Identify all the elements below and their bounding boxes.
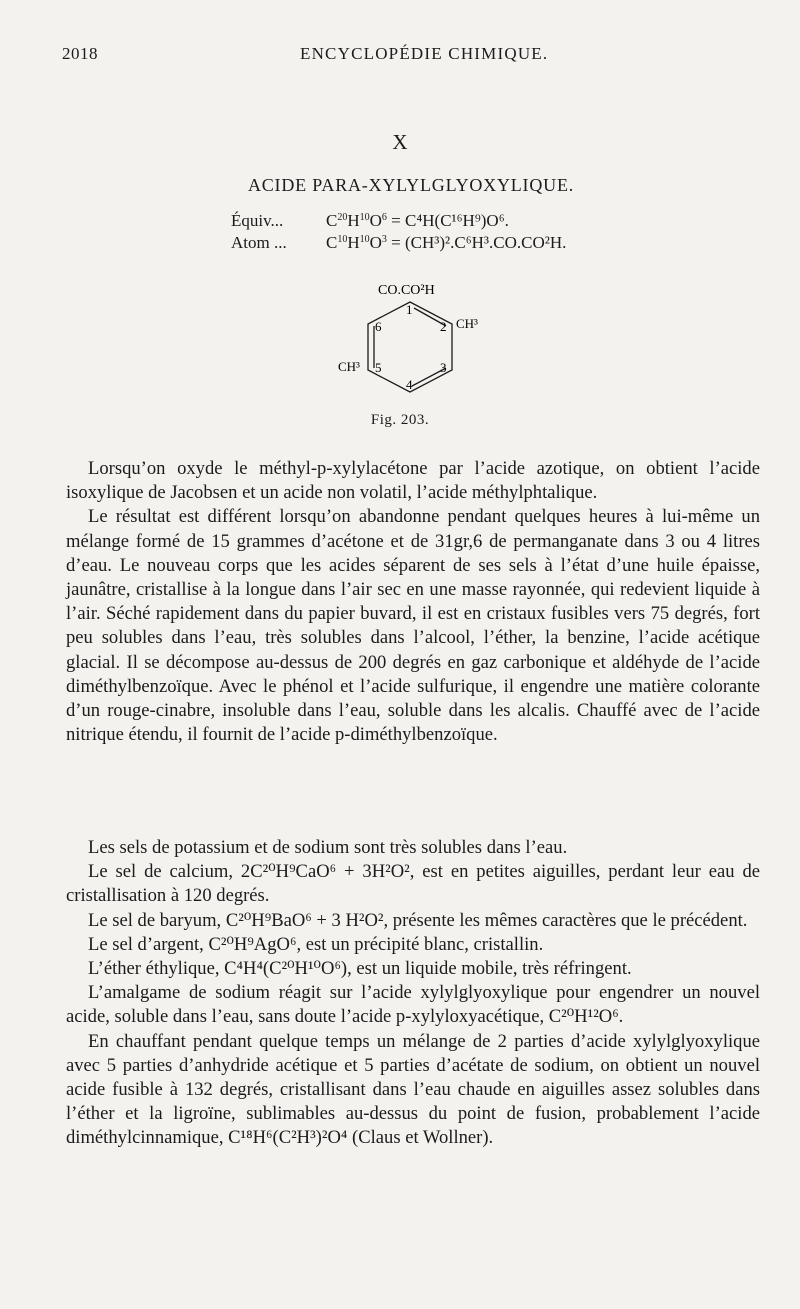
ring-number: 5 xyxy=(375,360,382,375)
paragraph-barium-salt: Le sel de baryum, C²⁰H⁹BaO⁶ + 3 H²O², présente les mêmes caractères que le précédent. xyxy=(88,909,748,931)
ring-number: 1 xyxy=(406,302,413,317)
paragraph-preparation: Le résultat est différent lorsqu’on abandonne pendant quelques heures à lui-même un mélange formé de 15 grammes d’acétone et de 31gr,6 de permanganate dans 3 ou 4 litres d’eau. Le nouveau corps que les acides séparent de ses sels à l’état d’une huile épaisse, jaunâtre, cristallise à la longue dans l’air sec en une masse rayonnée, qui redevient liquide à l’air. Séché rapidement dans du papier buvard, il est en cristaux fusibles vers 75 degrés, fort peu solubles dans l’eau, très solubles dans l’alcool, l’éther, la benzine, l’acide acétique glacial. Il se décompose au-dessus de 200 degrés en gaz carbonique et aldéhyde de l’acide diméthylbenzoïque. Avec le phénol et l’acide sulfurique, il engendre une matière colorante d’un rouge-cinabre, insoluble dans l’eau, soluble dans les alcalis. Chauffé avec de l’acide nitrique étendu, il fournit de l’acide p-diméthylbenzoïque. xyxy=(66,506,760,746)
page-number: 2018 xyxy=(62,44,98,63)
figure-caption: Fig. 203. xyxy=(370,412,430,428)
equiv-formula: $C^{20}H^{10}O^6 = C^4H(C^{16}H^9)O^6$. xyxy=(326,211,509,230)
paragraph-sodium-amalgam: L’amalgame de sodium réagit sur l’acide xylylglyoxylique pour engendrer un nouvel acide, soluble dans l’eau, sans doute l’acide p-xylyloxyacétique, C²⁰H¹²O⁶. xyxy=(66,982,760,1028)
equiv-label: Équiv... xyxy=(231,211,284,230)
paragraph-oxidation: Lorsqu’on oxyde le méthyl-p-xylylacétone par l’acide azotique, on obtient l’acide isoxylique de Jacobsen et un acide non volatil, l’acide méthylphtalique. xyxy=(66,458,760,504)
benzene-ring-diagram xyxy=(330,282,490,407)
left-substituent: CH³ xyxy=(338,359,360,374)
section-title: ACIDE PARA-XYLYLGLYOXYLIQUE. xyxy=(247,175,575,195)
ring-number: 2 xyxy=(440,319,447,334)
running-title: ENCYCLOPÉDIE CHIMIQUE. xyxy=(300,44,549,63)
ring-number: 6 xyxy=(375,319,382,334)
paragraph-potassium-sodium-salts: Les sels de potassium et de sodium sont très solubles dans l’eau. xyxy=(88,837,568,858)
right-substituent: CH³ xyxy=(456,316,478,331)
paragraph-ethyl-ether: L’éther éthylique, C⁴H⁴(C²⁰H¹⁰O⁶), est un liquide mobile, très réfringent. xyxy=(88,958,632,980)
ring-number: 3 xyxy=(440,360,447,375)
section-number: X xyxy=(392,130,408,154)
atom-formula: $C^{10}H^{10}O^3 = (CH^3)^2.C^6H^3.CO.CO^2H$. xyxy=(326,233,567,252)
paragraph-block-1 xyxy=(66,457,760,747)
paragraph-block-2 xyxy=(66,836,760,1151)
top-substituent: CO.CO²H xyxy=(378,283,435,298)
paragraph-silver-salt: Le sel d’argent, C²⁰H⁹AgO⁶, est un précipité blanc, cristallin. xyxy=(88,933,544,955)
ring-number: 4 xyxy=(406,377,413,392)
paragraph-calcium-salt: Le sel de calcium, 2C²⁰H⁹CaO⁶ + 3H²O², est en petites aiguilles, perdant leur eau de cristallisation à 120 degrés. xyxy=(66,861,760,907)
paragraph-cinnamic-acid: En chauffant pendant quelque temps un mélange de 2 parties d’acide xylylglyoxylique avec 5 parties d’anhydride acétique et 5 parties d’acétate de sodium, on obtient un nouvel acide fusible à 132 degrés, cristallisant dans l’eau chaude en aiguilles assez solubles dans l’éther et la ligroïne, sublimables au-dessus du point de fusion, probablement l’acide diméthylcinnamique, C¹⁸H⁶(C²H³)²O⁴ (Claus et Wollner). xyxy=(66,1030,760,1149)
atom-label: Atom ... xyxy=(231,233,287,252)
